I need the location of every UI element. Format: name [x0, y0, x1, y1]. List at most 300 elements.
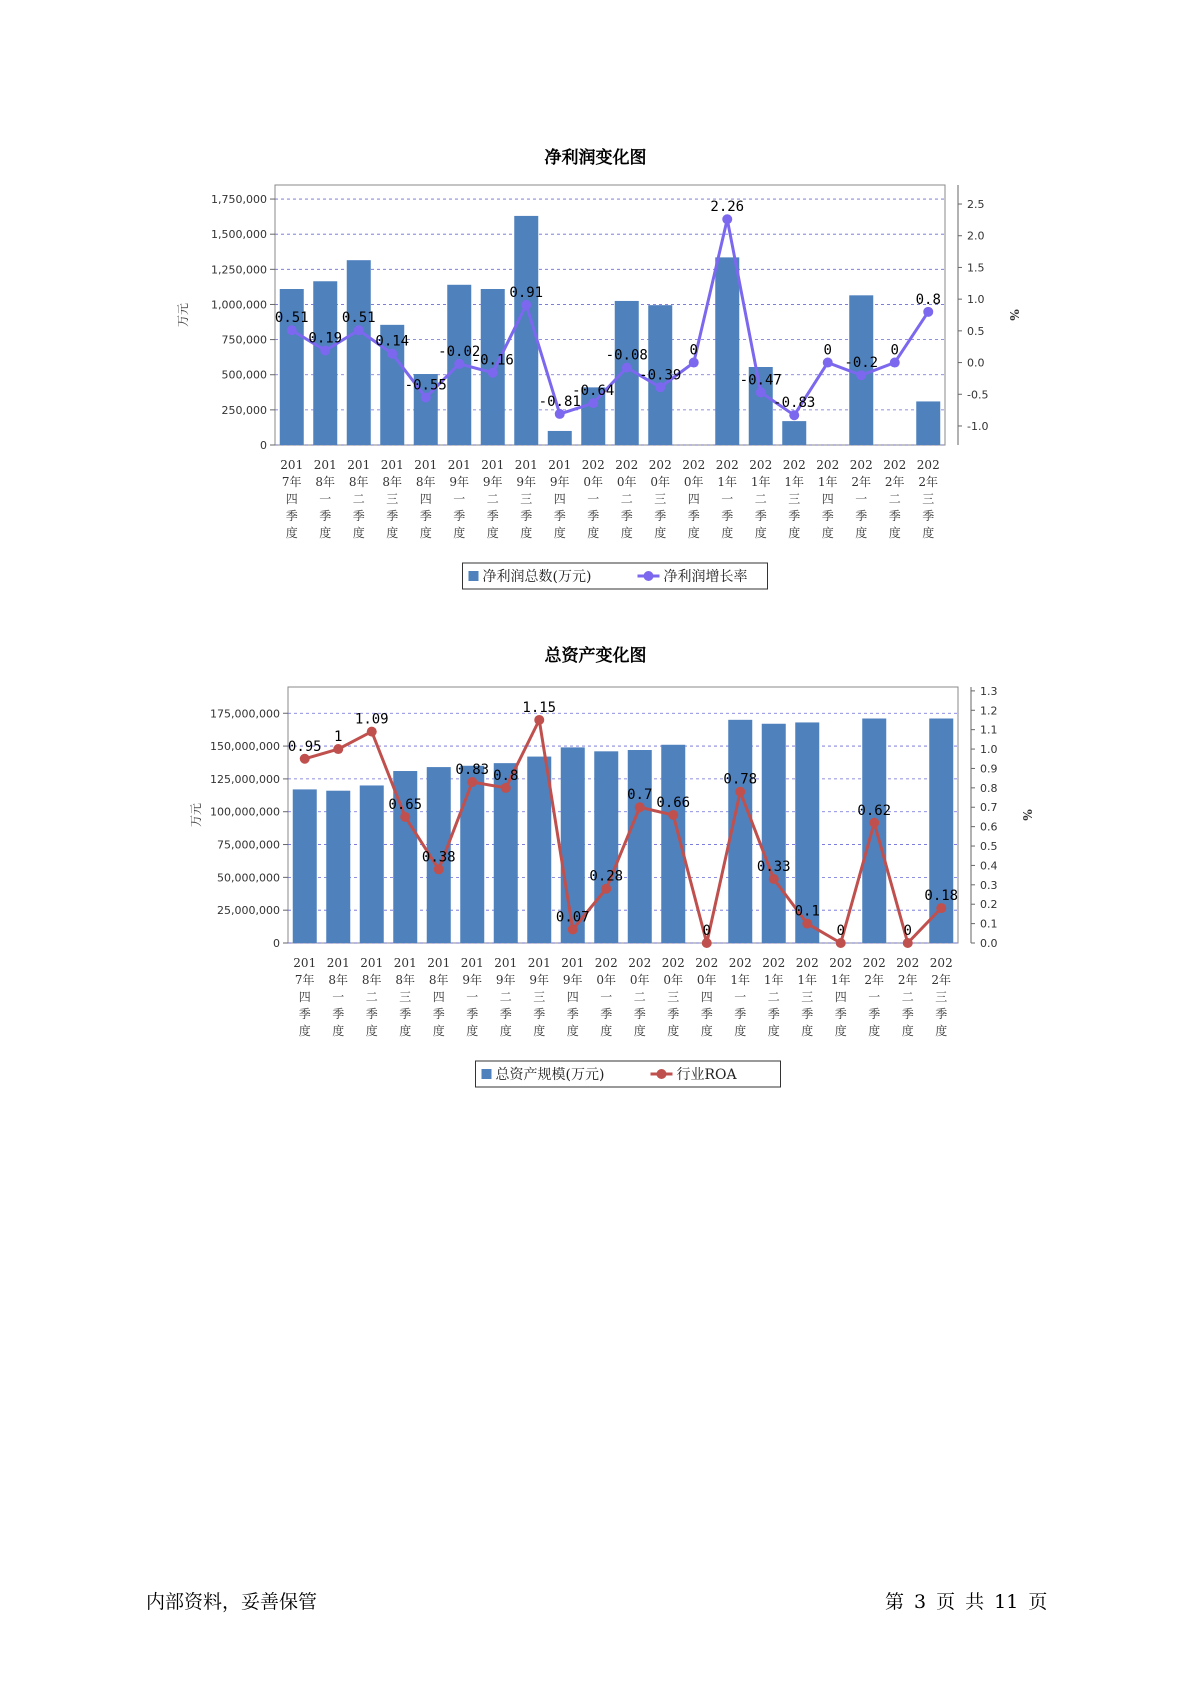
- x-tick-label: 202: [816, 458, 840, 472]
- x-tick-label: 201: [447, 458, 471, 472]
- x-tick-label: 一: [721, 492, 734, 506]
- x-tick-label: 四: [687, 492, 700, 506]
- x-tick-label: 季: [788, 509, 801, 523]
- x-tick-label: 季: [754, 509, 767, 523]
- y2-tick-label: 2.5: [967, 198, 985, 212]
- x-tick-label: 季: [633, 1007, 646, 1021]
- x-tick-label: 季: [801, 1007, 814, 1021]
- x-tick-label: 季: [600, 1007, 613, 1021]
- x-tick-label: 202: [749, 458, 773, 472]
- x-tick-label: 201: [280, 458, 304, 472]
- line-point: [434, 864, 444, 874]
- x-tick-label: 一: [332, 990, 345, 1004]
- x-tick-label: 202: [695, 956, 719, 970]
- data-label: 0.14: [375, 333, 410, 350]
- data-label: 0: [823, 342, 832, 359]
- x-tick-label: 四: [432, 990, 445, 1004]
- bar: [916, 401, 940, 445]
- y-axis-label: 万元: [176, 302, 190, 328]
- x-tick-label: 2年: [884, 475, 905, 489]
- net-profit-chart-title: 净利润变化图: [544, 148, 647, 168]
- x-tick-label: 季: [365, 1007, 378, 1021]
- x-tick-label: 度: [466, 1024, 479, 1038]
- x-tick-label: 0年: [596, 973, 617, 987]
- x-tick-label: 0年: [616, 475, 637, 489]
- line-point: [320, 346, 330, 356]
- y2-tick-label: 0.0: [980, 937, 998, 950]
- line-point: [601, 884, 611, 894]
- x-tick-label: 季: [667, 1007, 680, 1021]
- line-point: [923, 307, 933, 317]
- line-point: [856, 370, 866, 380]
- x-tick-label: 二: [754, 492, 767, 506]
- total-assets-chart: [0, 675, 1191, 1095]
- x-tick-label: 201: [360, 956, 384, 970]
- y-tick-label: 750,000: [221, 333, 267, 347]
- bar: [347, 260, 371, 445]
- x-tick-label: 季: [432, 1007, 445, 1021]
- x-tick-label: 8年: [428, 973, 449, 987]
- x-tick-label: 一: [453, 492, 466, 506]
- page-current: 3: [914, 1591, 927, 1613]
- x-tick-label: 一: [600, 990, 613, 1004]
- x-tick-label: 度: [486, 526, 499, 540]
- x-tick-label: 季: [319, 509, 332, 523]
- x-tick-label: 201: [393, 956, 417, 970]
- data-label: 0.33: [756, 859, 791, 875]
- x-tick-label: 8年: [415, 475, 436, 489]
- data-label: -0.64: [572, 383, 615, 400]
- data-label: 0.62: [857, 802, 892, 819]
- x-tick-label: 1年: [830, 973, 851, 987]
- y-tick-label: 100,000,000: [210, 805, 280, 819]
- x-tick-label: 度: [687, 526, 700, 540]
- x-tick-label: 202: [762, 956, 786, 970]
- legend-bar-label: 净利润总数(万元): [482, 569, 592, 585]
- y2-axis-label: %: [1020, 809, 1034, 821]
- x-tick-label: 2年: [864, 973, 885, 987]
- x-tick-label: 季: [901, 1007, 914, 1021]
- x-tick-label: 二: [352, 492, 365, 506]
- y2-tick-label: 0.5: [967, 324, 985, 338]
- x-tick-label: 度: [419, 526, 432, 540]
- x-tick-label: 202: [594, 956, 618, 970]
- y2-tick-label: 0.1: [980, 917, 998, 931]
- x-tick-label: 季: [721, 509, 734, 523]
- x-tick-label: 1年: [817, 475, 838, 489]
- x-tick-label: 季: [620, 509, 633, 523]
- y2-tick-label: -0.5: [967, 388, 989, 402]
- data-label: 0: [890, 342, 899, 359]
- x-tick-label: 202: [849, 458, 873, 472]
- line-point: [890, 358, 900, 368]
- bar: [326, 791, 350, 943]
- line-point: [735, 787, 745, 797]
- x-tick-label: 202: [728, 956, 752, 970]
- line-point: [387, 349, 397, 359]
- x-tick-label: 季: [352, 509, 365, 523]
- x-tick-label: 9年: [562, 973, 583, 987]
- page-suffix: 页: [1028, 1591, 1048, 1613]
- x-tick-label: 度: [386, 526, 399, 540]
- line-point: [622, 363, 632, 373]
- bar: [313, 281, 337, 445]
- line-point: [421, 392, 431, 402]
- legend-line-label: 行业ROA: [676, 1067, 737, 1083]
- y2-tick-label: 0.7: [980, 801, 998, 815]
- y-tick-label: 250,000: [221, 403, 267, 417]
- x-tick-label: 季: [654, 509, 667, 523]
- x-tick-label: 二: [633, 990, 646, 1004]
- y-tick-label: 1,500,000: [211, 228, 267, 242]
- line-point: [555, 409, 565, 419]
- y-tick-label: 0: [273, 937, 280, 950]
- x-tick-label: 季: [821, 509, 834, 523]
- line-point: [300, 754, 310, 764]
- bar: [594, 751, 618, 943]
- bar: [293, 789, 317, 943]
- x-tick-label: 季: [868, 1007, 881, 1021]
- y2-tick-label: 0.9: [980, 762, 998, 776]
- data-label: 0.28: [589, 868, 624, 885]
- x-tick-label: 季: [935, 1007, 948, 1021]
- x-tick-label: 度: [499, 1024, 512, 1038]
- x-tick-label: 三: [935, 990, 948, 1004]
- y-tick-label: 175,000,000: [210, 707, 280, 721]
- data-label: 0.83: [455, 762, 490, 779]
- x-tick-label: 度: [721, 526, 734, 540]
- x-tick-label: 9年: [549, 475, 570, 489]
- x-tick-label: 201: [293, 956, 317, 970]
- x-tick-label: 201: [380, 458, 404, 472]
- line-point: [756, 387, 766, 397]
- x-tick-label: 1年: [730, 973, 751, 987]
- x-tick-label: 三: [520, 492, 533, 506]
- x-tick-label: 202: [829, 956, 853, 970]
- x-tick-label: 四: [553, 492, 566, 506]
- line-point: [802, 919, 812, 929]
- x-tick-label: 三: [801, 990, 814, 1004]
- x-tick-label: 季: [834, 1007, 847, 1021]
- line-point: [836, 938, 846, 948]
- data-label: 0: [903, 923, 912, 939]
- x-tick-label: 8年: [328, 973, 349, 987]
- x-tick-label: 202: [615, 458, 639, 472]
- x-tick-label: 7年: [294, 973, 315, 987]
- x-tick-label: 度: [620, 526, 633, 540]
- data-label: -0.83: [773, 395, 816, 412]
- x-tick-label: 202: [795, 956, 819, 970]
- data-label: 0.7: [627, 787, 653, 804]
- x-tick-label: 202: [661, 956, 685, 970]
- y-tick-label: 150,000,000: [210, 740, 280, 754]
- x-tick-label: 度: [901, 1024, 914, 1038]
- data-label: -0.02: [438, 343, 481, 360]
- x-tick-label: 202: [648, 458, 672, 472]
- y2-tick-label: 1.5: [967, 261, 985, 275]
- y2-tick-label: 0.4: [980, 859, 998, 873]
- line-point: [689, 358, 699, 368]
- x-tick-label: 季: [767, 1007, 780, 1021]
- y2-axis-label: %: [1007, 309, 1021, 321]
- data-label: 0.8: [915, 291, 941, 308]
- line-point: [287, 325, 297, 335]
- x-tick-label: 201: [527, 956, 551, 970]
- line-point: [722, 214, 732, 224]
- x-tick-label: 一: [734, 990, 747, 1004]
- x-tick-label: 202: [929, 956, 953, 970]
- x-tick-label: 度: [855, 526, 868, 540]
- data-label: 2.26: [710, 199, 745, 216]
- x-tick-label: 201: [494, 956, 518, 970]
- bar: [862, 719, 886, 943]
- x-tick-label: 201: [414, 458, 438, 472]
- x-tick-label: 一: [466, 990, 479, 1004]
- data-label: -0.2: [844, 355, 879, 372]
- x-tick-label: 度: [600, 1024, 613, 1038]
- x-tick-label: 度: [319, 526, 332, 540]
- data-label: 0.91: [509, 284, 544, 301]
- x-tick-label: 季: [734, 1007, 747, 1021]
- bar: [715, 257, 739, 445]
- x-tick-label: 二: [901, 990, 914, 1004]
- data-label: 1: [334, 729, 343, 746]
- x-tick-label: 度: [922, 526, 935, 540]
- x-tick-label: 2年: [931, 973, 952, 987]
- x-tick-label: 二: [620, 492, 633, 506]
- x-tick-label: 季: [922, 509, 935, 523]
- x-tick-label: 2年: [851, 475, 872, 489]
- x-tick-label: 四: [298, 990, 311, 1004]
- x-tick-label: 7年: [281, 475, 302, 489]
- data-label: 0.38: [421, 849, 456, 866]
- line-point: [467, 777, 477, 787]
- line-point: [367, 727, 377, 737]
- x-tick-label: 202: [782, 458, 806, 472]
- line-point: [400, 812, 410, 822]
- x-tick-label: 度: [285, 526, 298, 540]
- x-tick-label: 201: [561, 956, 585, 970]
- x-tick-label: 度: [553, 526, 566, 540]
- x-tick-label: 季: [533, 1007, 546, 1021]
- x-tick-label: 季: [888, 509, 901, 523]
- data-label: 0.07: [555, 909, 590, 926]
- legend-line-marker: [644, 571, 654, 581]
- line-point: [521, 300, 531, 310]
- bar: [527, 757, 551, 943]
- x-tick-label: 9年: [529, 973, 550, 987]
- y-tick-label: 1,750,000: [211, 193, 267, 207]
- x-tick-label: 202: [862, 956, 886, 970]
- x-tick-label: 度: [432, 1024, 445, 1038]
- data-label: 0.8: [493, 767, 519, 784]
- x-tick-label: 三: [667, 990, 680, 1004]
- line-point: [769, 874, 779, 884]
- y-tick-label: 125,000,000: [210, 772, 280, 786]
- x-tick-label: 季: [298, 1007, 311, 1021]
- x-tick-label: 8年: [348, 475, 369, 489]
- x-tick-label: 季: [520, 509, 533, 523]
- x-tick-label: 1年: [750, 475, 771, 489]
- y-tick-label: 0: [260, 439, 267, 452]
- x-tick-label: 2年: [918, 475, 939, 489]
- data-label: -0.08: [605, 347, 648, 364]
- data-label: 0.95: [287, 738, 322, 755]
- x-tick-label: 季: [687, 509, 700, 523]
- x-tick-label: 度: [399, 1024, 412, 1038]
- data-label: 0.65: [388, 796, 423, 813]
- x-tick-label: 四: [834, 990, 847, 1004]
- line-point: [488, 368, 498, 378]
- x-tick-label: 三: [386, 492, 399, 506]
- line-point: [869, 818, 879, 828]
- line-point: [568, 924, 578, 934]
- x-tick-label: 201: [548, 458, 572, 472]
- data-label: 1.09: [354, 711, 389, 728]
- x-tick-label: 一: [868, 990, 881, 1004]
- x-tick-label: 二: [486, 492, 499, 506]
- x-tick-label: 度: [566, 1024, 579, 1038]
- line-point: [333, 744, 343, 754]
- x-tick-label: 度: [667, 1024, 680, 1038]
- x-tick-label: 9年: [482, 475, 503, 489]
- x-tick-label: 202: [715, 458, 739, 472]
- x-tick-label: 季: [566, 1007, 579, 1021]
- x-tick-label: 1年: [784, 475, 805, 489]
- x-tick-label: 201: [427, 956, 451, 970]
- bar: [360, 785, 384, 943]
- x-tick-label: 0年: [583, 475, 604, 489]
- data-label: 0.66: [656, 795, 691, 811]
- data-label: 0.1: [794, 903, 820, 920]
- y2-tick-label: 0.5: [980, 840, 998, 854]
- legend-line-label: 净利润增长率: [663, 569, 748, 585]
- line-point: [354, 325, 364, 335]
- bar: [762, 724, 786, 943]
- data-label: 0: [689, 342, 698, 359]
- data-label: 0: [702, 923, 711, 939]
- x-tick-label: 三: [399, 990, 412, 1004]
- x-tick-label: 202: [916, 458, 940, 472]
- x-tick-label: 度: [453, 526, 466, 540]
- data-label: -0.47: [739, 372, 782, 389]
- line-point: [936, 903, 946, 913]
- x-tick-label: 9年: [516, 475, 537, 489]
- x-tick-label: 度: [520, 526, 533, 540]
- y2-tick-label: 0.8: [980, 781, 998, 795]
- x-tick-label: 0年: [683, 475, 704, 489]
- x-tick-label: 0年: [663, 973, 684, 987]
- x-tick-label: 1年: [717, 475, 738, 489]
- page-indicator: [885, 1587, 1057, 1614]
- legend-line-marker: [657, 1069, 667, 1079]
- line-point: [668, 810, 678, 820]
- x-tick-label: 度: [654, 526, 667, 540]
- x-tick-label: 度: [533, 1024, 546, 1038]
- x-tick-label: 一: [587, 492, 600, 506]
- bar: [548, 431, 572, 445]
- x-tick-label: 0年: [696, 973, 717, 987]
- y2-tick-label: 0.2: [980, 898, 998, 912]
- x-tick-label: 度: [788, 526, 801, 540]
- x-tick-label: 度: [801, 1024, 814, 1038]
- x-tick-label: 一: [319, 492, 332, 506]
- x-tick-label: 二: [767, 990, 780, 1004]
- confidential-note: 内部资料，妥善保管: [146, 1591, 318, 1613]
- data-label: -0.81: [538, 393, 581, 410]
- x-tick-label: 8年: [361, 973, 382, 987]
- x-tick-label: 0年: [629, 973, 650, 987]
- x-tick-label: 度: [633, 1024, 646, 1038]
- x-tick-label: 201: [347, 458, 371, 472]
- x-tick-label: 季: [285, 509, 298, 523]
- x-tick-label: 四: [285, 492, 298, 506]
- line-point: [823, 358, 833, 368]
- bar: [628, 750, 652, 943]
- y-tick-label: 1,250,000: [211, 263, 267, 277]
- y2-tick-label: 1.0: [980, 743, 998, 757]
- x-tick-label: 202: [883, 458, 907, 472]
- page-total: 11: [994, 1591, 1019, 1613]
- x-tick-label: 季: [453, 509, 466, 523]
- x-tick-label: 季: [855, 509, 868, 523]
- x-tick-label: 201: [460, 956, 484, 970]
- x-tick-label: 度: [834, 1024, 847, 1038]
- x-tick-label: 202: [682, 458, 706, 472]
- x-tick-label: 四: [419, 492, 432, 506]
- x-tick-label: 9年: [495, 973, 516, 987]
- line-point: [534, 715, 544, 725]
- x-tick-label: 季: [386, 509, 399, 523]
- legend-bar-swatch: [469, 571, 479, 581]
- x-tick-label: 度: [888, 526, 901, 540]
- data-label: 0: [836, 923, 845, 939]
- x-tick-label: 201: [481, 458, 505, 472]
- y-tick-label: 1,000,000: [211, 298, 267, 312]
- x-tick-label: 度: [821, 526, 834, 540]
- x-tick-label: 8年: [315, 475, 336, 489]
- x-tick-label: 三: [533, 990, 546, 1004]
- data-label: -0.55: [404, 377, 447, 394]
- total-assets-chart-title: 总资产变化图: [544, 646, 647, 666]
- x-tick-label: 0年: [650, 475, 671, 489]
- y2-tick-label: 0.6: [980, 820, 998, 834]
- y-tick-label: 50,000,000: [217, 871, 280, 885]
- y-tick-label: 25,000,000: [217, 904, 280, 918]
- x-tick-label: 一: [855, 492, 868, 506]
- y2-tick-label: 1.3: [980, 684, 998, 698]
- line-point: [903, 938, 913, 948]
- page-total-prefix: 共: [965, 1591, 985, 1613]
- bar: [782, 421, 806, 445]
- line-point: [501, 783, 511, 793]
- x-tick-label: 季: [499, 1007, 512, 1021]
- line-point: [635, 802, 645, 812]
- x-tick-label: 1年: [797, 973, 818, 987]
- x-tick-label: 度: [298, 1024, 311, 1038]
- x-tick-label: 度: [767, 1024, 780, 1038]
- x-tick-label: 季: [553, 509, 566, 523]
- x-tick-label: 二: [499, 990, 512, 1004]
- x-tick-label: 201: [313, 458, 337, 472]
- line-point: [655, 382, 665, 392]
- y-tick-label: 75,000,000: [217, 838, 280, 852]
- data-label: 0.51: [341, 310, 376, 327]
- page-mid: 页: [936, 1591, 956, 1613]
- x-tick-label: 二: [365, 990, 378, 1004]
- x-tick-label: 度: [754, 526, 767, 540]
- x-tick-label: 度: [587, 526, 600, 540]
